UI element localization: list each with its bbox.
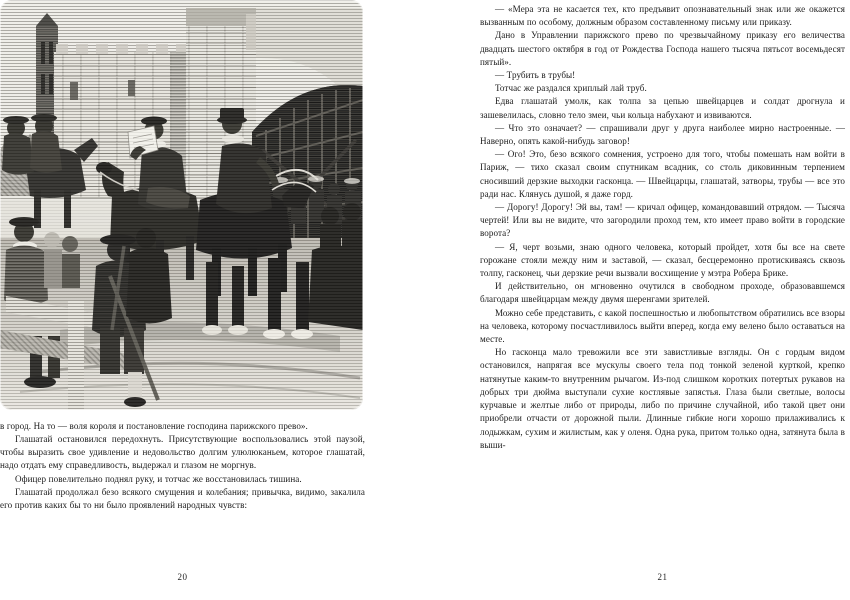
engraving-artwork — [0, 0, 363, 410]
page-number-left: 20 — [177, 572, 188, 582]
right-page-body-text — [480, 0, 845, 452]
paragraph: Тотчас же раздался хриплый лай труб. — [495, 83, 647, 94]
paragraph: Но гасконца мало тревожили все эти завистливые взгляды. Он с гордым видом остановился, напрягая все мускулы своего тела под тонкой зеленой курткой, крепко натянутые каким-то внутренним рычагом. Из-под слишком коротких потертых рукавов на добрых три дюйма выступали сухие костлявые запястья. Глаза были светлые, волосы курчавые и желтые либо от природы, либо по причине случайной, ибо такой цвет они приобрели отчасти от дорожной пыли. Длинные гибкие ноги хорошо прилаживались к лодыжкам, сухим и жилистым, как у оленя. Одна рука, притом только одна, затянута была в выши- — [480, 347, 845, 450]
paragraph: — Я, черт возьми, знаю одного человека, который пройдет, хотя бы все на свете горожане стояли между ним и заставой, — сказал, бесцеремонно протискиваясь сквозь толпу, гасконец, чьи дерзкие речи вызвали восхищение у мэтра Робера Брике. — [480, 241, 845, 279]
page-number-right: 21 — [657, 572, 668, 582]
paragraph: Едва глашатай умолк, как толпа за цепью швейцарцев и солдат дрогнула и зашевелилась, словно тело змеи, чьи кольца набухают и извиваются. — [480, 96, 845, 120]
paragraph: — Дорогу! Дорогу! Эй вы, там! — кричал офицер, командовавший отрядом. — Тысяча чертей! Или вы не видите, что загородили проход тем, кто имеет право войти в городские ворота? — [480, 202, 845, 239]
paragraph: — «Мера эта не касается тех, кто предъявит опознавательный знак или же окажется вызванным по особому, должным образом составленному письму или приказу. — [480, 4, 845, 28]
left-page-body-text — [0, 420, 365, 512]
paragraph: — Ого! Это, безо всякого сомнения, устроено для того, чтобы помешать нам войти в Париж, — тихо сказал своим спутникам всадник, со столь диковинным терпением сносивший дерзкие выходки гасконца. — Швейцарцы, глашатай, затворы, трубы — все это ради нас. Клянусь душой, я даже горд. — [480, 149, 845, 199]
paragraph: Можно себе представить, с какой поспешностью и любопытством обратились все взоры на человека, которому посчастливилось выйти вперед, когда ему велено было оставаться на месте. — [480, 307, 845, 345]
paragraph: Глашатай остановился передохнуть. Присутствующие воспользовались этой паузой, чтобы выразить свое удивление и недовольство долгим улюлюканьем, которое глашатай, надо отдать ему справедливость, выдержал и глазом не моргнув. — [0, 434, 365, 471]
city-gate-engraving-illustration — [0, 0, 363, 410]
paragraph: — Трубить в трубы! — [495, 70, 576, 81]
paragraph: И действительно, он мгновенно очутился в свободном проходе, образовавшемся благодаря швейцарцам между двумя шеренгами зрителей. — [480, 281, 845, 305]
right-page — [425, 0, 850, 600]
paragraph: Глашатай продолжал безо всякого смущения и колебания; привычка, видимо, закалила его против каких бы то ни было проявлений народных чувств: — [0, 486, 365, 510]
paragraph: Офицер повелительно поднял руку, и тотчас же восстановилась тишина. — [15, 473, 302, 484]
paragraph: — Что это означает? — спрашивали друг у друга наиболее мирно настроенные. — Наверно, опять какой-нибудь заговор! — [480, 122, 845, 147]
paragraph: в город. На то — воля короля и постановление господина парижского прево». — [0, 421, 308, 431]
paragraph: Дано в Управлении парижского прево по чрезвычайному приказу его величества двадцать шестого октября в год от Рождества Господа нашего тысяча пятьсот восемьдесят пятый». — [480, 30, 845, 67]
